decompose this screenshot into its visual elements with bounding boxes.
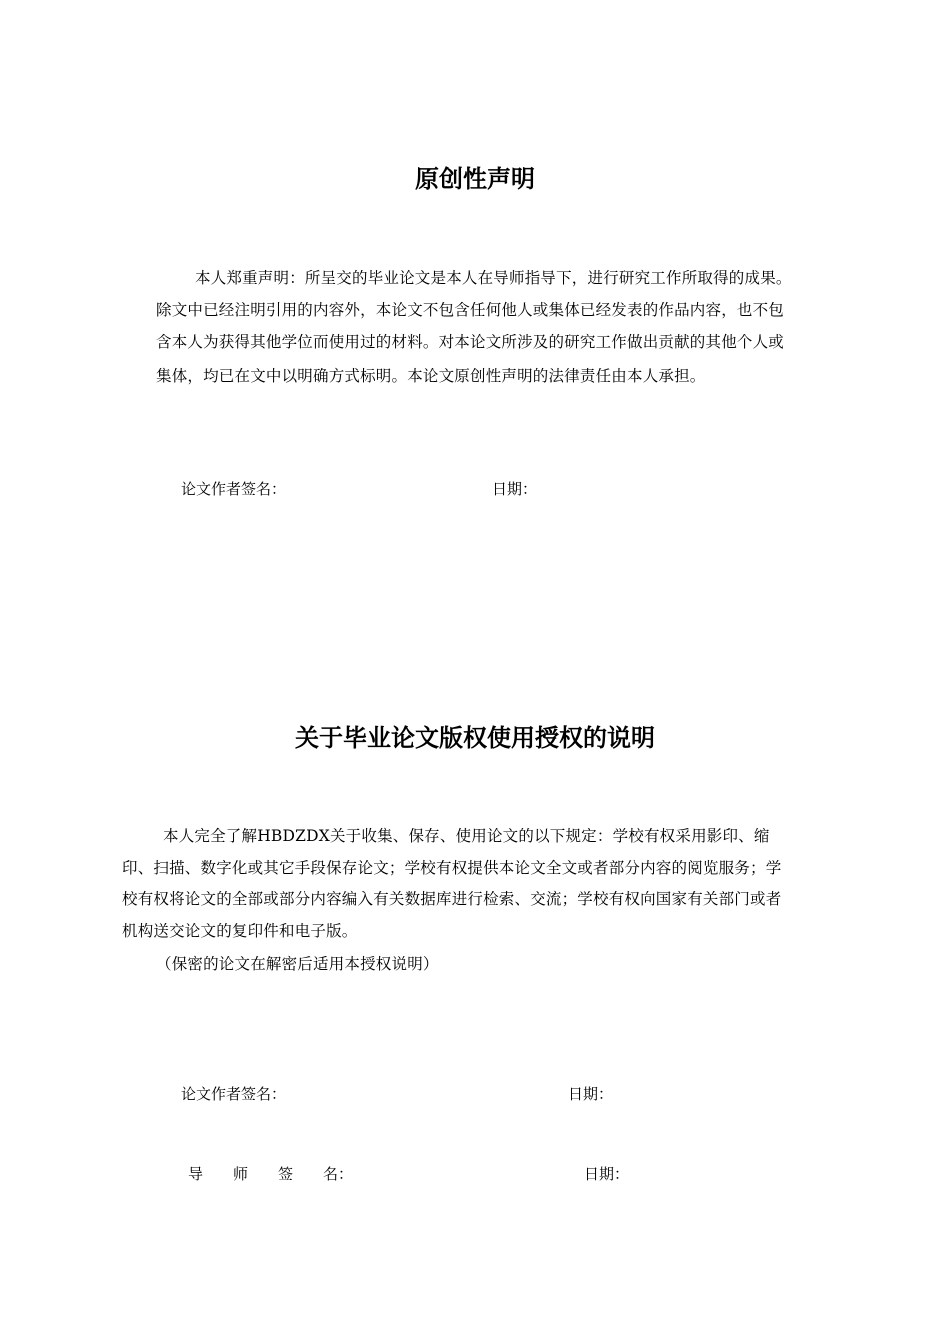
copyright-line-1: 本人完全了解HBDZDX关于收集、保存、使用论文的以下规定：学校有权采用影印、缩: [163, 827, 770, 845]
copyright-confidential-note: （保密的论文在解密后适用本授权说明）: [156, 955, 439, 973]
originality-line-1: 本人郑重声明：所呈交的毕业论文是本人在导师指导下，进行研究工作所取得的成果。: [195, 269, 792, 287]
copyright-line-3: 校有权将论文的全部或部分内容编入有关数据库进行检索、交流；学校有权向国家有关部门或者: [122, 890, 782, 908]
advisor-date-label: 日期：: [584, 1165, 630, 1183]
originality-date-label: 日期：: [492, 480, 538, 498]
copyright-title: 关于毕业论文版权使用授权的说明: [295, 724, 655, 752]
originality-title: 原创性声明: [415, 165, 535, 193]
copyright-line-2: 印、扫描、数字化或其它手段保存论文；学校有权提供本论文全文或者部分内容的阅览服务；学: [122, 859, 782, 877]
originality-line-3: 含本人为获得其他学位而使用过的材料。对本论文所涉及的研究工作做出贡献的其他个人或: [156, 333, 785, 351]
originality-line-4: 集体，均已在文中以明确方式标明。本论文原创性声明的法律责任由本人承担。: [156, 367, 706, 385]
copyright-author-signature-label: 论文作者签名：: [181, 1085, 287, 1103]
copyright-line-4: 机构送交论文的复印件和电子版。: [122, 922, 358, 940]
originality-line-2: 除文中已经注明引用的内容外，本论文不包含任何他人或集体已经发表的作品内容，也不包: [156, 301, 785, 319]
copyright-author-date-label: 日期：: [568, 1085, 614, 1103]
advisor-signature-label: 导 师 签 名：: [188, 1165, 354, 1183]
originality-author-signature-label: 论文作者签名：: [181, 480, 287, 498]
